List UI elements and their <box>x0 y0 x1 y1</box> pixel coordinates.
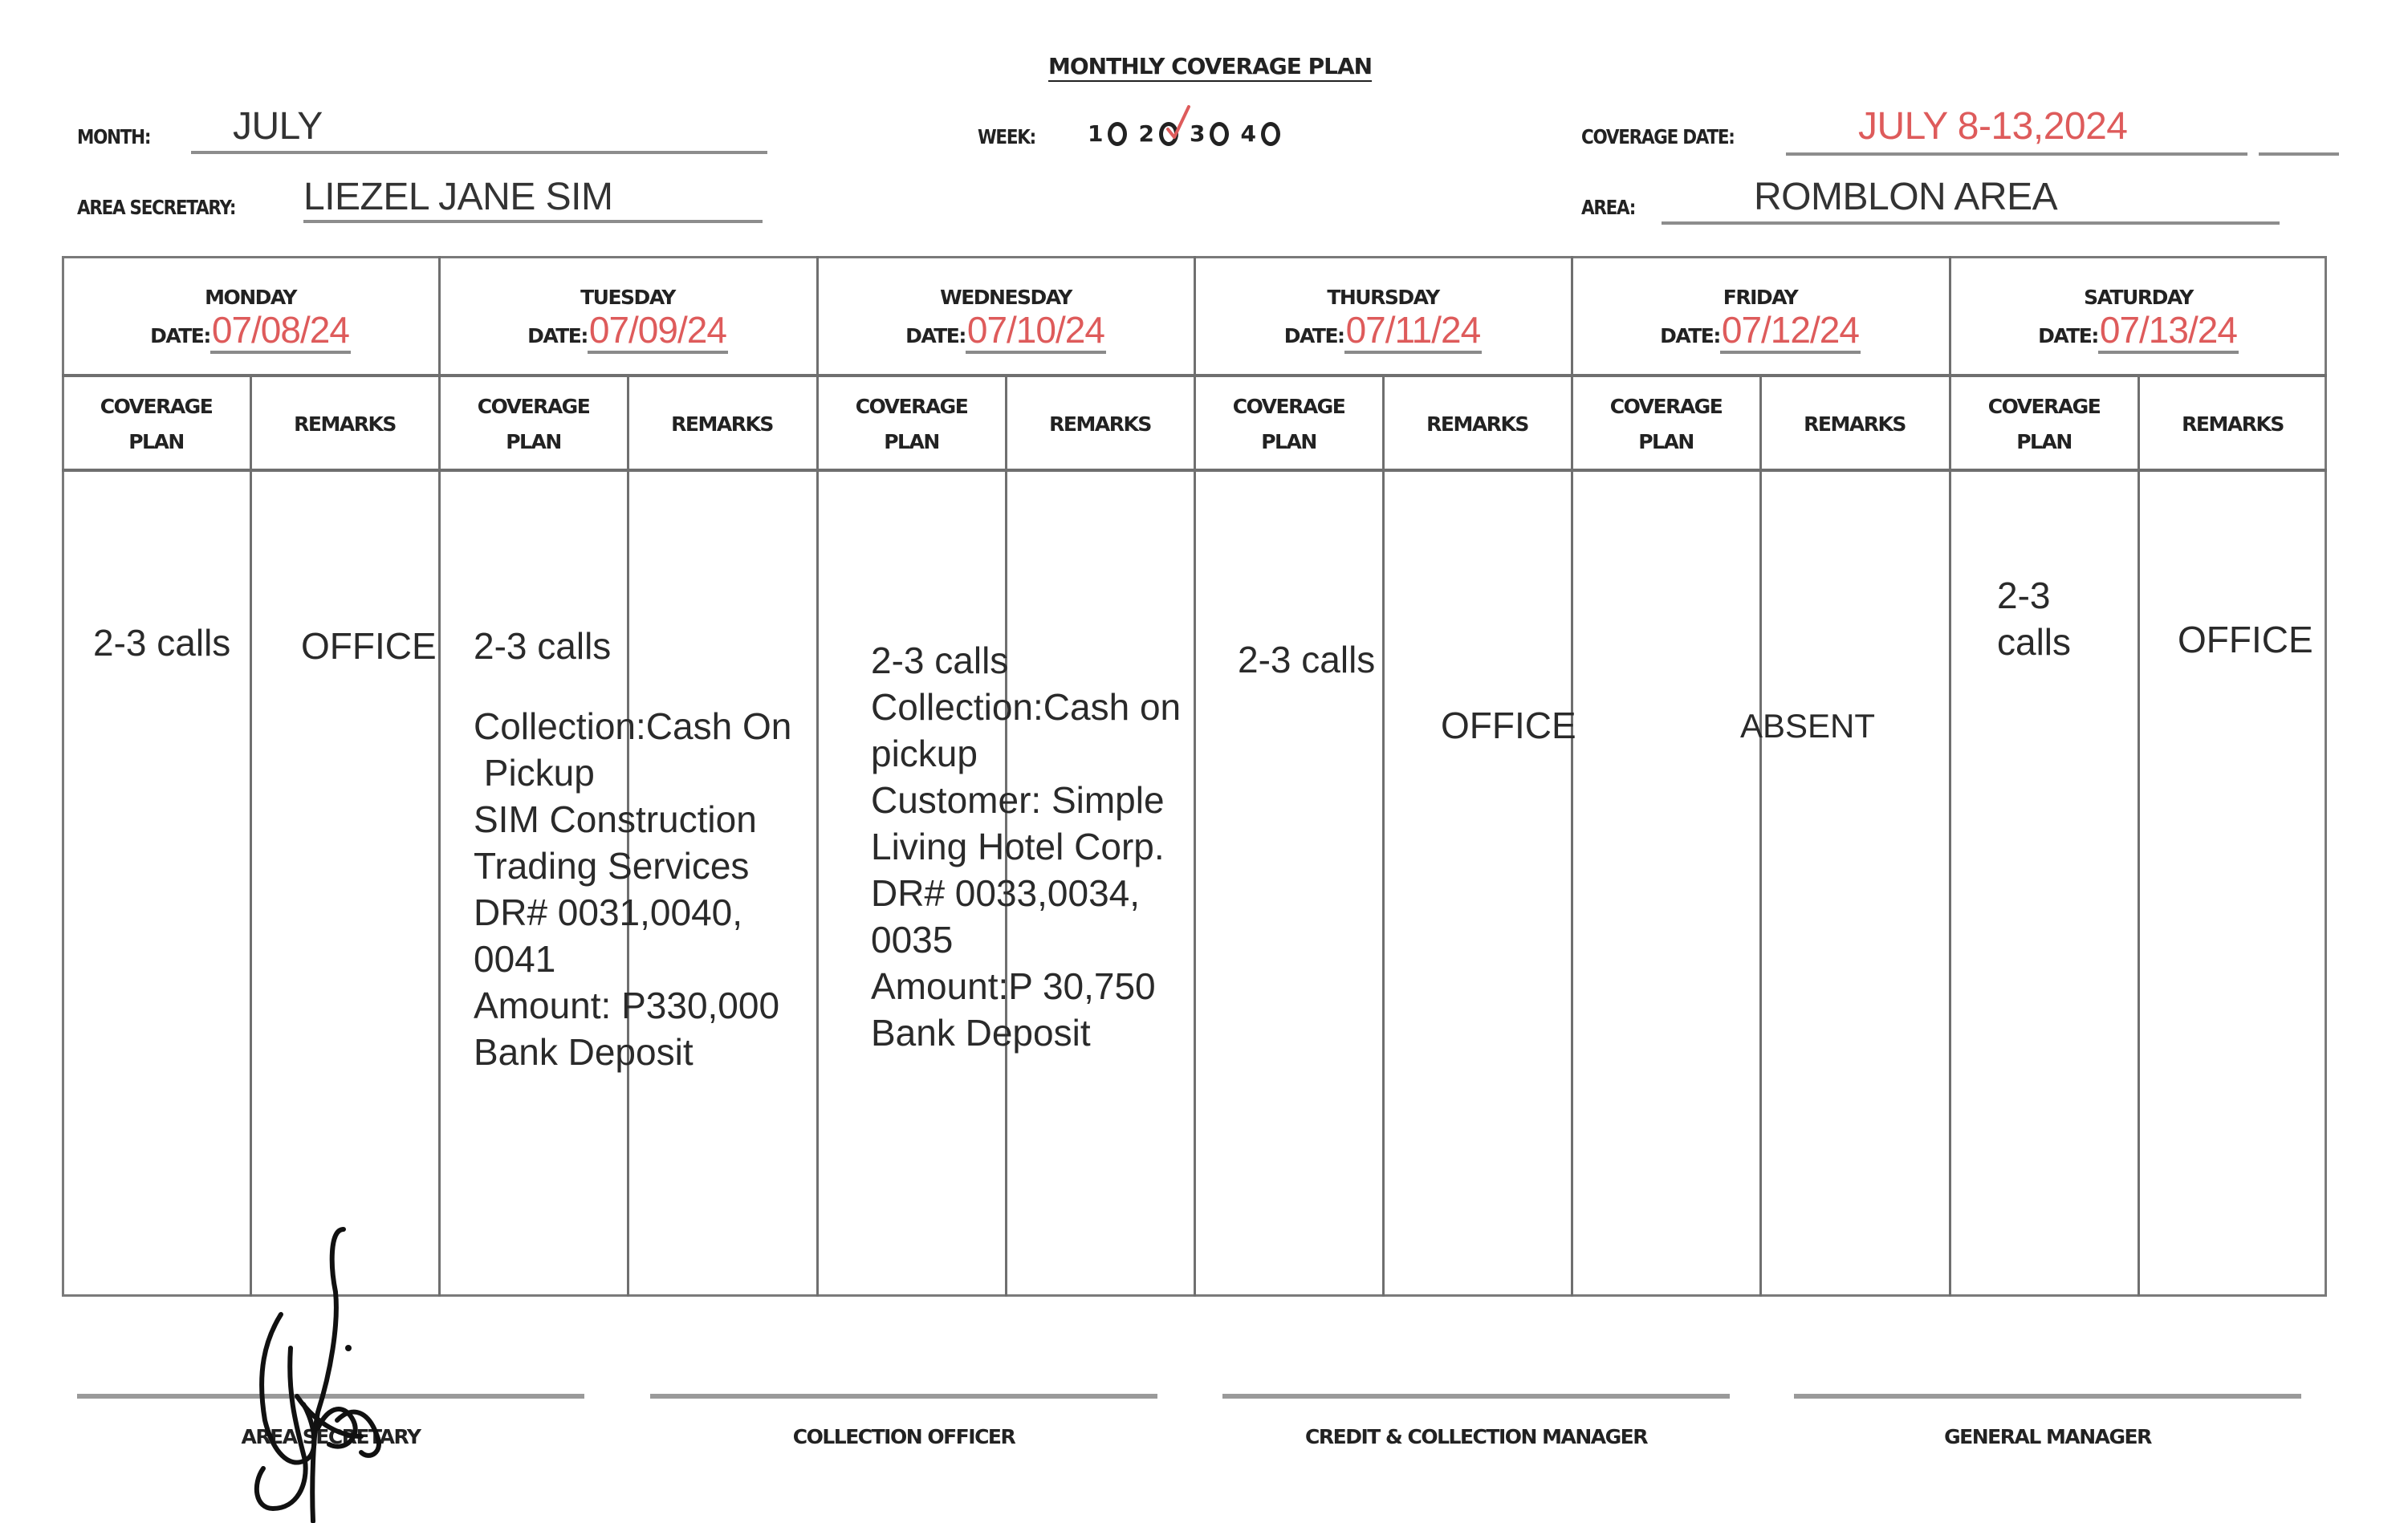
coverage-line: Customer: Simple <box>871 779 1165 821</box>
remarks-cell-saturday[interactable] <box>2178 616 2313 663</box>
day-name: THURSDAY <box>1327 286 1439 309</box>
coverage-header-line1: COVERAGE <box>855 395 968 418</box>
subcolumn-divider <box>250 376 252 1297</box>
day-date-value[interactable]: 07/08/24 <box>210 309 351 354</box>
absent-status: ABSENT <box>1740 707 1876 745</box>
day-date-value[interactable]: 07/13/24 <box>2098 309 2239 354</box>
coverage-date-value[interactable]: JULY 8-13,2024 <box>1858 105 2128 148</box>
week-1-number: 1 <box>1088 120 1104 147</box>
coverage-date-label: COVERAGE DATE: <box>1581 125 1735 148</box>
signature-label-general-manager: GENERAL MANAGER <box>1944 1425 2151 1448</box>
week-label: WEEK: <box>978 125 1035 148</box>
coverage-line: Amount: P330,000 <box>474 985 780 1026</box>
month-underline <box>191 151 767 154</box>
day-date-value[interactable]: 07/12/24 <box>1720 309 1861 354</box>
area-secretary-underline <box>303 220 763 223</box>
coverage-date-underline <box>1786 152 2247 156</box>
coverage-plan-cell-tuesday[interactable] <box>474 623 791 1075</box>
coverage-line: 2-3 <box>1997 575 2051 616</box>
remarks-line: OFFICE <box>2178 619 2313 660</box>
coverage-line: 2-3 calls <box>93 622 231 664</box>
signature-line-collection-officer <box>650 1394 1157 1399</box>
checkmark-icon <box>1166 105 1190 140</box>
month-value[interactable]: JULY <box>233 105 323 148</box>
coverage-header-line1: COVERAGE <box>1609 395 1723 418</box>
remarks-cell-thursday[interactable] <box>1441 702 1576 749</box>
coverage-line: Amount:P 30,750 <box>871 965 1156 1007</box>
week-2-radio[interactable] <box>1159 122 1178 146</box>
area-secretary-value[interactable]: LIEZEL JANE SIM <box>303 176 613 218</box>
date-label: DATE: <box>150 324 210 347</box>
coverage-line: Collection:Cash on <box>871 686 1182 728</box>
signature-label-area-secretary: AREA SECRETARY <box>241 1425 421 1448</box>
day-header-thursday <box>1194 258 1572 376</box>
month-label: MONTH: <box>77 125 151 148</box>
signature-label-collection-officer: COLLECTION OFFICER <box>792 1425 1015 1448</box>
coverage-plan-header <box>1194 379 1383 470</box>
coverage-line: DR# 0033,0034, <box>871 872 1141 914</box>
week-4-radio[interactable] <box>1261 122 1280 146</box>
coverage-header-line1: COVERAGE <box>1232 395 1345 418</box>
coverage-line: calls <box>1997 621 2072 663</box>
day-date-value[interactable]: 07/11/24 <box>1344 309 1483 354</box>
subcolumn-divider <box>1759 376 1762 1297</box>
coverage-line: pickup <box>871 733 978 774</box>
remarks-cell-monday[interactable] <box>301 623 437 669</box>
week-2-number: 2 <box>1138 120 1154 147</box>
remarks-line: OFFICE <box>1441 705 1576 746</box>
remarks-line: OFFICE <box>301 625 437 667</box>
remarks-header: REMARKS <box>1049 412 1151 436</box>
day-header-friday <box>1572 258 1949 376</box>
day-name: FRIDAY <box>1723 286 1798 309</box>
signature-label-credit-collection-manager: CREDIT & COLLECTION MANAGER <box>1305 1425 1647 1448</box>
document-title: MONTHLY COVERAGE PLAN <box>1048 53 1373 79</box>
day-name: WEDNESDAY <box>940 286 1072 309</box>
coverage-line: 2-3 calls <box>1238 639 1376 680</box>
coverage-plan-header <box>62 379 250 470</box>
remarks-header: REMARKS <box>294 412 396 436</box>
remarks-header: REMARKS <box>671 412 773 436</box>
day-date-line <box>62 308 439 351</box>
area-value[interactable]: ROMBLON AREA <box>1754 176 2058 218</box>
day-header-saturday <box>1950 258 2327 376</box>
week-4-number: 4 <box>1240 120 1256 147</box>
coverage-header-line2: PLAN <box>506 430 561 453</box>
area-label: AREA: <box>1581 196 1636 219</box>
coverage-header-line2: PLAN <box>884 430 939 453</box>
coverage-line: 2-3 calls <box>871 640 1009 681</box>
day-name: SATURDAY <box>2084 286 2193 309</box>
remarks-header: REMARKS <box>1426 412 1528 436</box>
coverage-line: 2-3 calls <box>474 625 612 667</box>
day-date-line <box>1194 308 1572 351</box>
coverage-header-line1: COVERAGE <box>1987 395 2101 418</box>
coverage-header-line2: PLAN <box>128 430 184 453</box>
handwritten-signature <box>241 1220 425 1523</box>
week-3-number: 3 <box>1189 120 1206 147</box>
coverage-line: Pickup <box>474 752 595 794</box>
day-date-value[interactable]: 07/10/24 <box>966 309 1106 354</box>
coverage-line: SIM Construction <box>474 798 757 840</box>
coverage-plan-header <box>439 379 628 470</box>
day-date-line <box>439 308 816 351</box>
week-3-radio[interactable] <box>1210 122 1229 146</box>
coverage-plan-cell-wednesday[interactable] <box>871 637 1181 1056</box>
day-date-line <box>817 308 1194 351</box>
day-date-line <box>1572 308 1949 351</box>
day-header-wednesday <box>817 258 1194 376</box>
coverage-plan-header <box>1950 379 2138 470</box>
coverage-line: Living Hotel Corp. <box>871 826 1165 867</box>
coverage-plan-cell-thursday[interactable] <box>1238 636 1375 683</box>
day-header-monday <box>62 258 439 376</box>
coverage-line: Collection:Cash On <box>474 705 792 747</box>
coverage-plan-header <box>1572 379 1760 470</box>
day-header-tuesday <box>439 258 816 376</box>
coverage-line: Trading Services <box>474 845 750 887</box>
coverage-line: Bank Deposit <box>474 1031 694 1073</box>
date-label: DATE: <box>1283 324 1344 347</box>
day-date-line <box>1950 308 2327 351</box>
subcolumn-divider <box>2138 376 2140 1297</box>
date-label: DATE: <box>905 324 966 347</box>
coverage-header-line2: PLAN <box>1638 430 1694 453</box>
day-name: MONDAY <box>205 286 296 309</box>
coverage-line: Bank Deposit <box>871 1012 1091 1054</box>
area-secretary-label: AREA SECRETARY: <box>77 196 236 219</box>
signature-line-credit-collection-manager <box>1222 1394 1730 1399</box>
coverage-header-line2: PLAN <box>2016 430 2072 453</box>
coverage-plan-cell-monday[interactable] <box>93 619 230 666</box>
coverage-line: 0035 <box>871 919 954 961</box>
coverage-plan-header <box>817 379 1006 470</box>
remarks-header: REMARKS <box>2182 412 2284 436</box>
date-label: DATE: <box>527 324 588 347</box>
coverage-line: 0041 <box>474 938 556 980</box>
date-label: DATE: <box>2038 324 2098 347</box>
area-underline <box>1662 221 2280 225</box>
coverage-line <box>474 669 791 703</box>
coverage-plan-cell-saturday[interactable] <box>1997 572 2071 665</box>
coverage-header-line1: COVERAGE <box>100 395 213 418</box>
coverage-line: DR# 0031,0040, <box>474 891 743 933</box>
day-date-value[interactable]: 07/09/24 <box>588 309 728 354</box>
date-label: DATE: <box>1660 324 1720 347</box>
coverage-header-line1: COVERAGE <box>477 395 590 418</box>
subcolumn-divider <box>1382 376 1385 1297</box>
signature-line-general-manager <box>1794 1394 2301 1399</box>
week-1-radio[interactable] <box>1108 122 1127 146</box>
week-selector <box>1088 120 1287 147</box>
remarks-header: REMARKS <box>1804 412 1906 436</box>
day-name: TUESDAY <box>580 286 675 309</box>
coverage-date-underline-extra <box>2259 152 2339 156</box>
coverage-header-line2: PLAN <box>1261 430 1316 453</box>
